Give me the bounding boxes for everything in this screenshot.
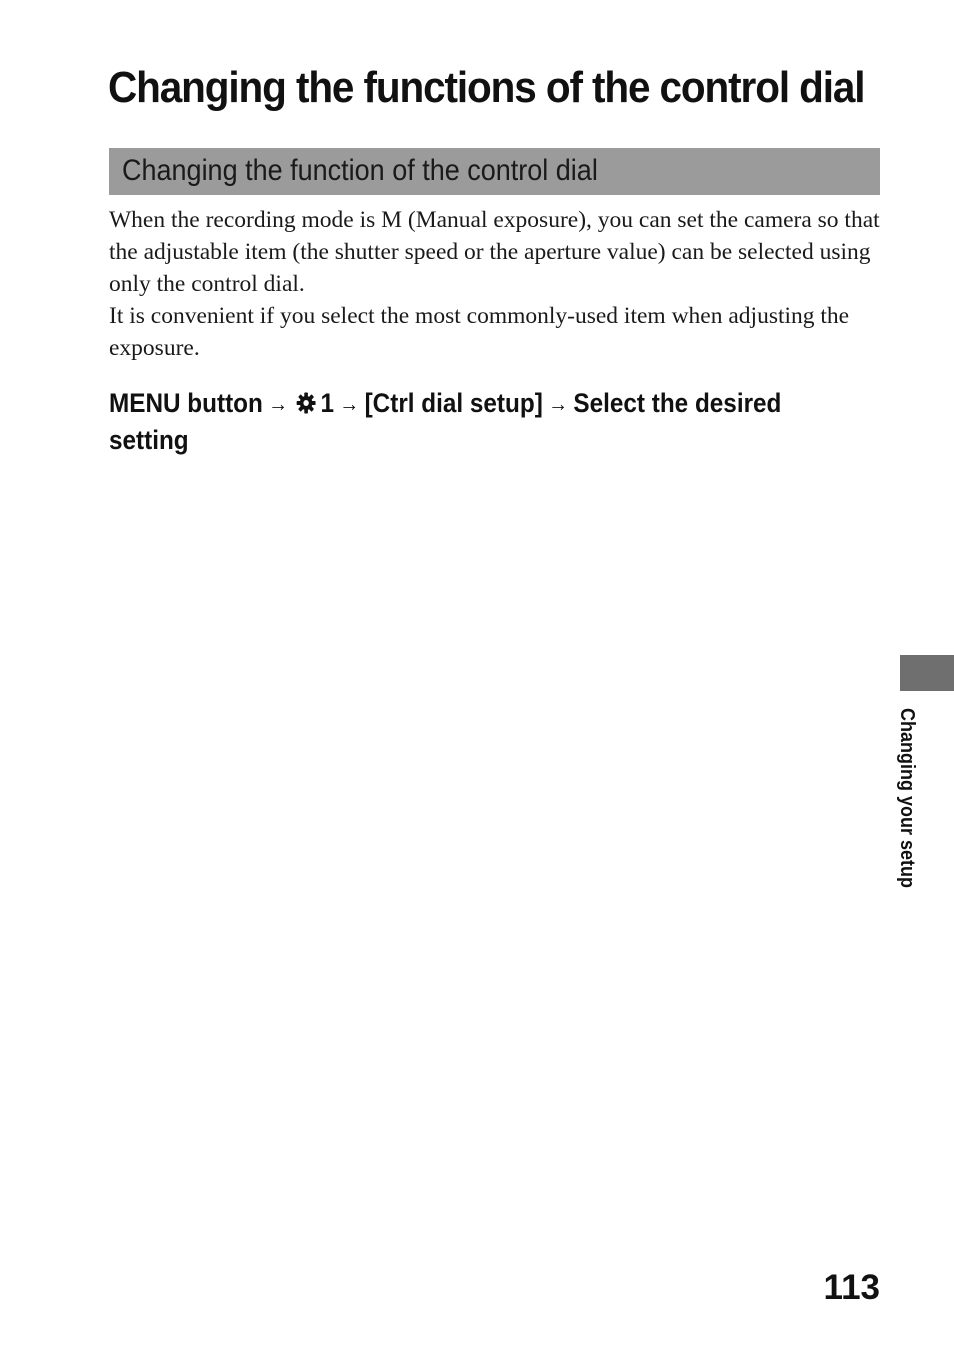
procedure-step-select-setting: Select the desired setting (109, 388, 782, 455)
body-paragraph: It is convenient if you select the most commonly-used item when adjusting the exposure. (109, 303, 850, 361)
section-heading-band (109, 148, 880, 195)
arrow-icon: → (548, 391, 568, 416)
page-title: Changing the functions of the control dial (108, 63, 865, 112)
menu-procedure (109, 385, 811, 458)
gear-icon (295, 388, 317, 412)
procedure-step-ctrl-dial-setup: [Ctrl dial setup] (364, 388, 543, 418)
arrow-icon: → (268, 391, 289, 416)
page-number: 113 (823, 1268, 880, 1307)
body-text (109, 204, 881, 364)
body-paragraph: When the recording mode is M (Manual exposure), you can set the camera so that the adjustable item (the shutter speed or the aperture value) can be selected using only the control dial. (109, 207, 880, 297)
chapter-tab-marker (900, 655, 954, 691)
arrow-icon: → (339, 391, 360, 416)
procedure-step-tab-number: 1 (320, 388, 334, 418)
chapter-tab-label: Changing your setup (896, 708, 918, 888)
section-heading: Changing the function of the control dial (122, 154, 598, 187)
procedure-step-menu-button: MENU button (109, 388, 263, 418)
